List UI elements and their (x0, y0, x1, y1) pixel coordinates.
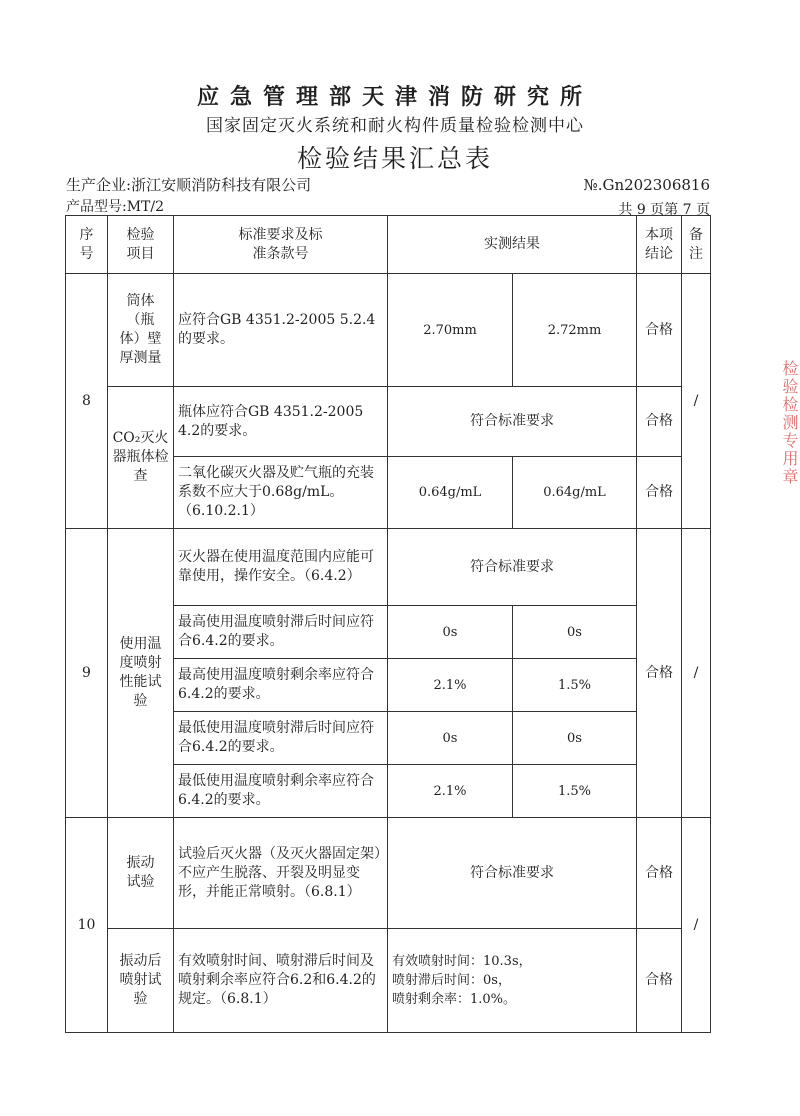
requirement-text: 二氧化碳灭火器及贮气瓶的充装系数不应大于0.68g/mL。（6.10.2.1） (174, 457, 388, 529)
result-value: 0s (513, 712, 637, 765)
results-table (65, 215, 711, 1033)
table-row (66, 274, 711, 387)
remark: / (682, 274, 711, 529)
header-requirement: 标准要求及标准条款号 (174, 216, 388, 274)
model-value: MT/2 (126, 199, 165, 215)
result-merged: 符合标准要求 (388, 818, 637, 929)
table-row (66, 529, 711, 606)
company-name: 浙江安顺消防科技有限公司 (131, 176, 312, 194)
result-value: 0s (513, 606, 637, 659)
item-name: 筒体（瓶体）壁厚测量 (108, 274, 174, 387)
remark: / (682, 818, 711, 1033)
result-value: 1.5% (513, 659, 637, 712)
official-seal: 检验检测专用章 (780, 360, 799, 486)
result-value: 2.72mm (513, 274, 637, 387)
requirement-text: 应符合GB 4351.2-2005 5.2.4的要求。 (174, 274, 388, 387)
row-number: 10 (66, 818, 108, 1033)
conclusion: 合格 (637, 387, 682, 457)
conclusion: 合格 (637, 529, 682, 818)
model-label: 产品型号: (66, 199, 127, 215)
document-title: 检验结果汇总表 (296, 144, 493, 173)
header-result: 实测结果 (388, 216, 637, 274)
result-merged: 有效喷射时间：10.3s， 喷射滞后时间：0s， 喷射剩余率：1.0%。 (388, 929, 637, 1033)
item-name: 振动后喷射试验 (108, 929, 174, 1033)
table-row (66, 929, 711, 1033)
requirement-text: 最高使用温度喷射剩余率应符合6.4.2的要求。 (174, 659, 388, 712)
requirement-text: 最低使用温度喷射滞后时间应符合6.4.2的要求。 (174, 712, 388, 765)
item-name: 使用温度喷射性能试验 (108, 529, 174, 818)
result-value: 2.1% (388, 659, 513, 712)
remark: / (682, 529, 711, 818)
result-value: 1.5% (513, 765, 637, 818)
table-row (66, 818, 711, 929)
row-number: 8 (66, 274, 108, 529)
report-number: №.Gn202306816 (583, 176, 710, 194)
result-merged: 符合标准要求 (388, 387, 637, 457)
requirement-text: 瓶体应符合GB 4351.2-2005 4.2的要求。 (174, 387, 388, 457)
conclusion: 合格 (637, 929, 682, 1033)
item-name: 振动试验 (108, 818, 174, 929)
header-remark: 备注 (682, 216, 711, 274)
result-merged: 符合标准要求 (388, 529, 637, 606)
requirement-text: 试验后灭火器（及灭火器固定架）不应产生脱落、开裂及明显变形，并能正常喷射。（6.8.1） (174, 818, 388, 929)
header-no: 序号 (66, 216, 108, 274)
row-number: 9 (66, 529, 108, 818)
result-value: 0.64g/mL (513, 457, 637, 529)
result-value: 2.1% (388, 765, 513, 818)
center-name: 国家固定灭火系统和耐火构件质量检验检测中心 (206, 116, 584, 136)
conclusion: 合格 (637, 457, 682, 529)
result-value: 0s (388, 606, 513, 659)
page-info: 共 9 页第 7 页 (618, 202, 710, 218)
result-value: 2.70mm (388, 274, 513, 387)
requirement-text: 灭火器在使用温度范围内应能可靠使用，操作安全。（6.4.2） (174, 529, 388, 606)
header-row (66, 216, 711, 274)
table-row (66, 387, 711, 457)
header-conclusion: 本项结论 (637, 216, 682, 274)
model-line (66, 196, 164, 216)
result-value: 0.64g/mL (388, 457, 513, 529)
requirement-text: 有效喷射时间、喷射滞后时间及喷射剩余率应符合6.2和6.4.2的规定。（6.8.1） (174, 929, 388, 1033)
conclusion: 合格 (637, 274, 682, 387)
requirement-text: 最低使用温度喷射剩余率应符合6.4.2的要求。 (174, 765, 388, 818)
conclusion: 合格 (637, 818, 682, 929)
item-name: CO₂灭火器瓶体检查 (108, 387, 174, 529)
company-line (66, 174, 311, 195)
requirement-text: 最高使用温度喷射滞后时间应符合6.4.2的要求。 (174, 606, 388, 659)
header-item: 检验项目 (108, 216, 174, 274)
result-value: 0s (388, 712, 513, 765)
institute-name: 应急管理部天津消防研究所 (196, 85, 593, 110)
company-label: 生产企业: (66, 176, 132, 194)
